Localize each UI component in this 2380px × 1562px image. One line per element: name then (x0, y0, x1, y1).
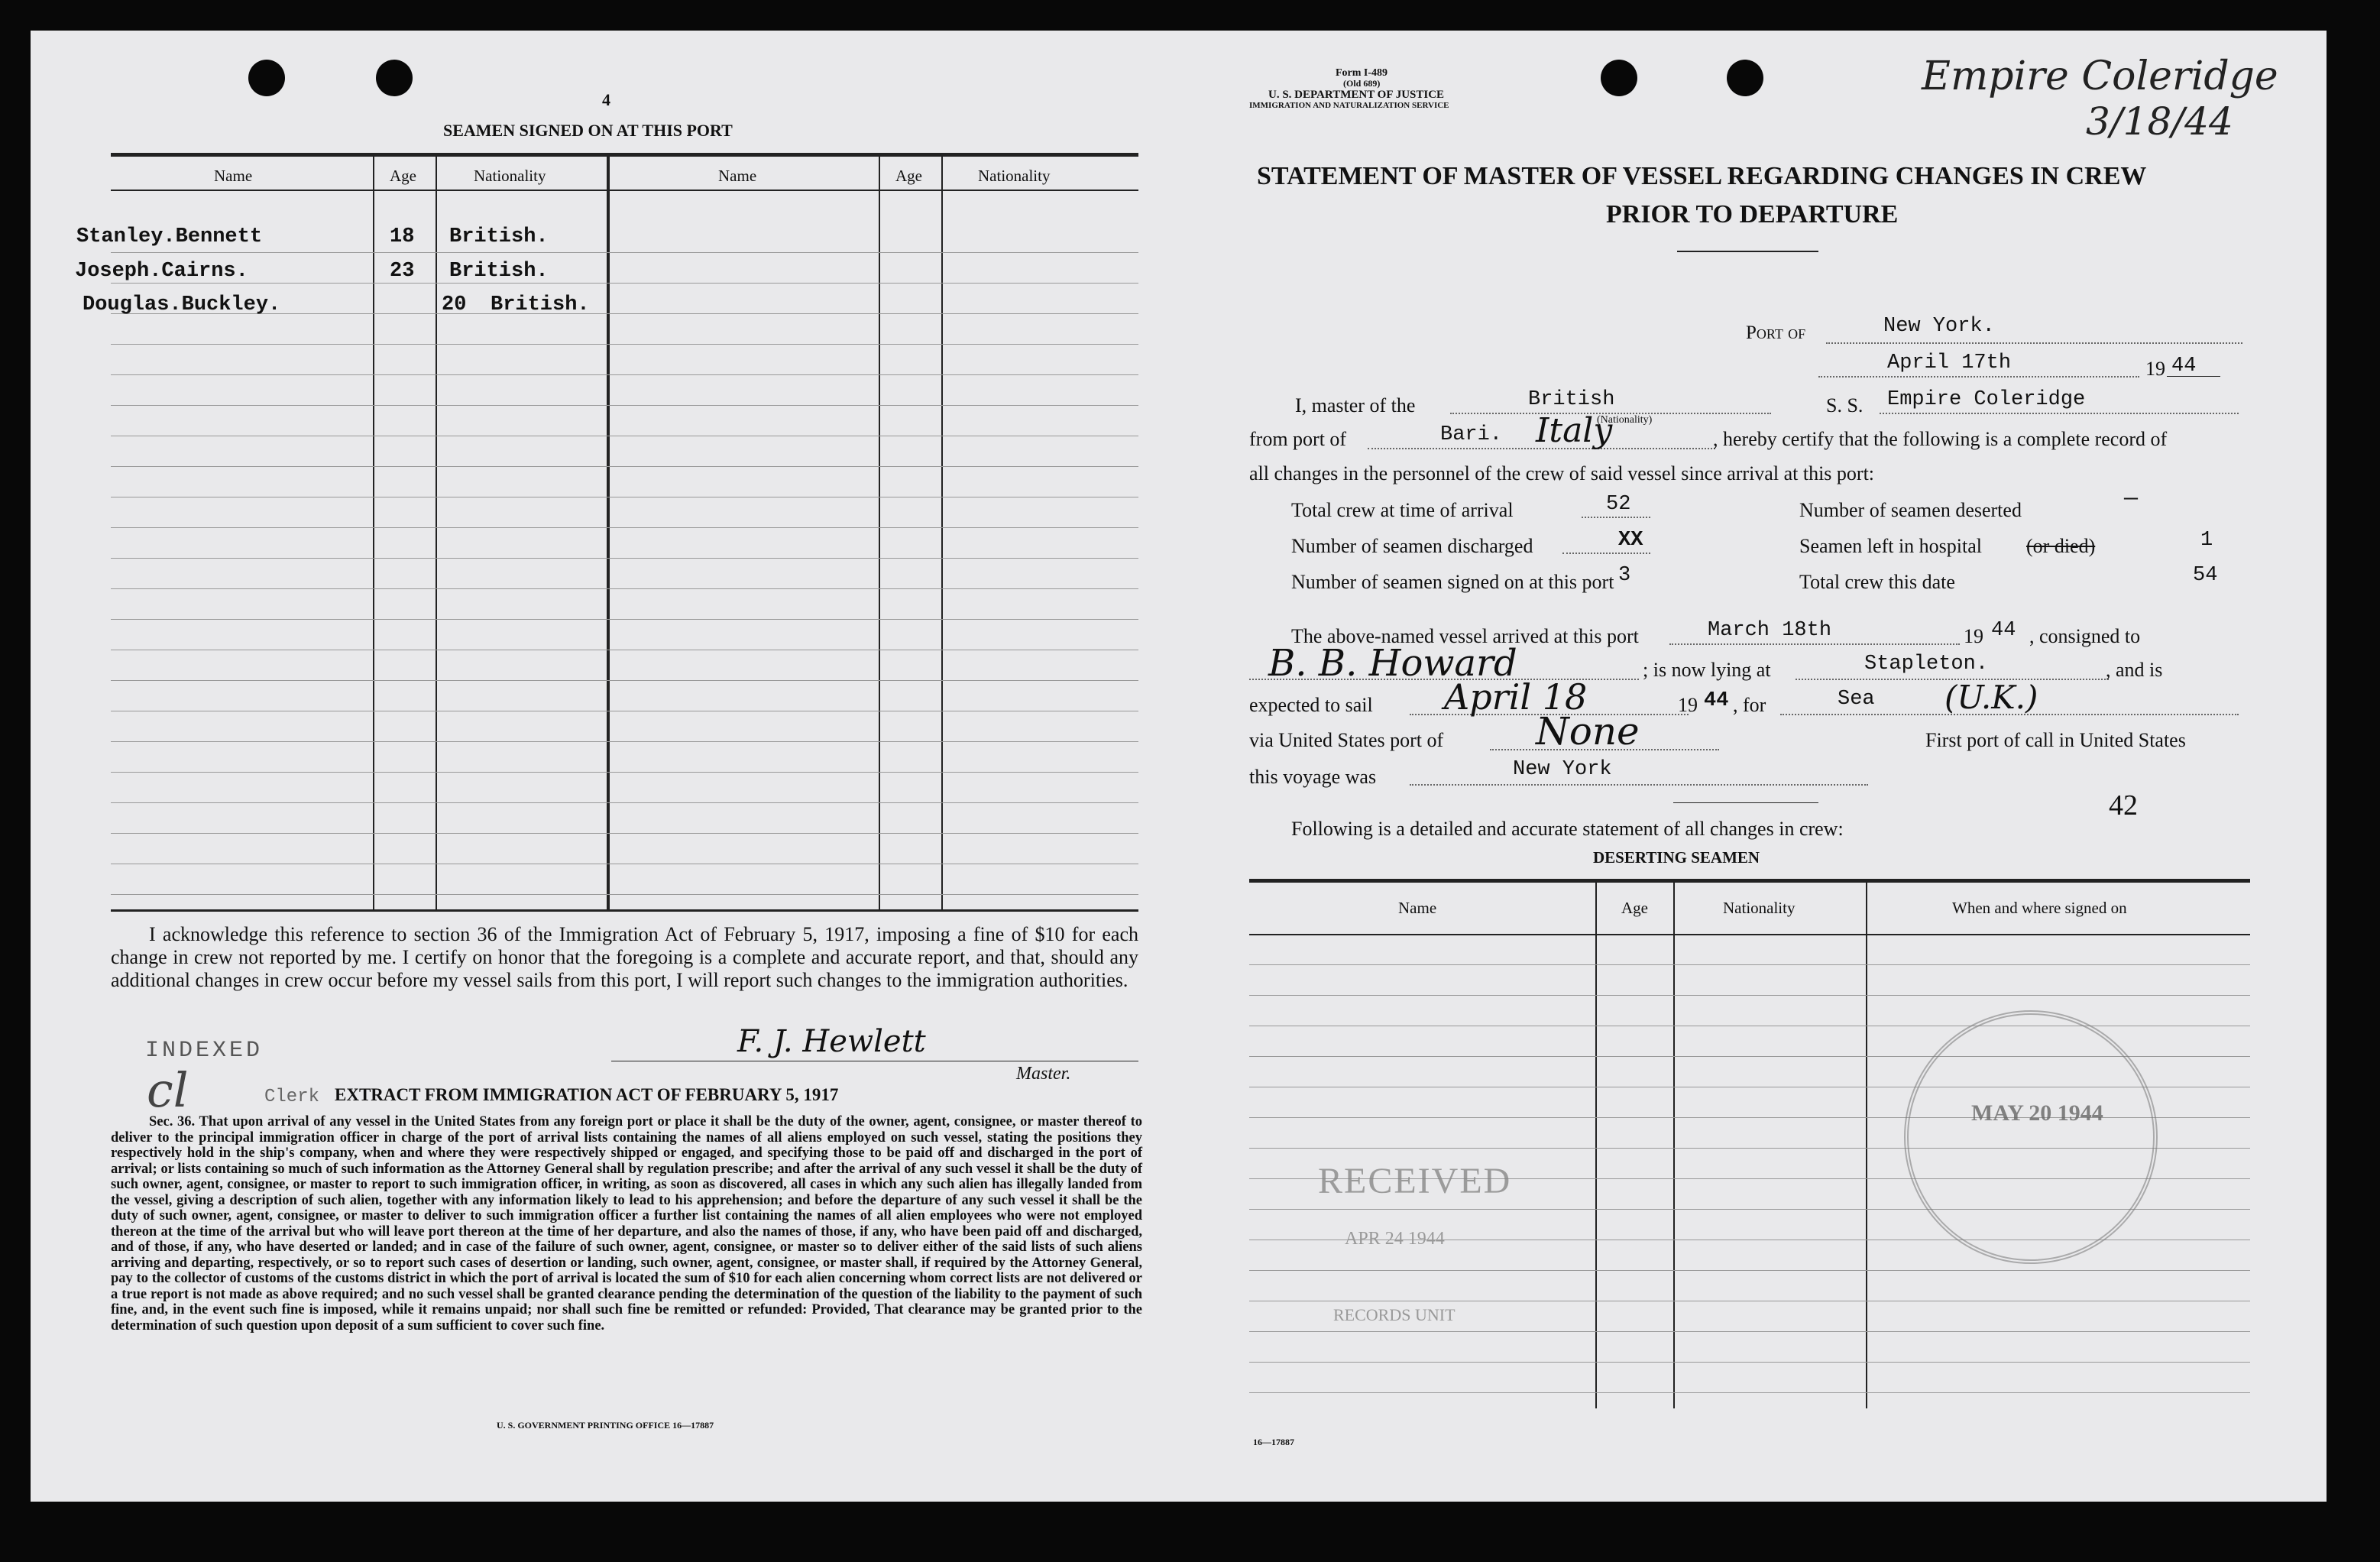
all-changes-text: all changes in the personnel of the crew of said vessel since arrival at this port: (1249, 462, 1875, 484)
year-prefix: 19 (2145, 358, 2165, 380)
circular-stamp-text: MAY 20 1944 (1971, 1100, 2103, 1126)
column-header: Nationality (474, 167, 546, 185)
arrived-date: March 18th (1708, 619, 1832, 642)
seaman-age: 20 (442, 293, 467, 316)
punch-hole (1601, 60, 1637, 96)
consigned-label: , consigned to (2029, 625, 2141, 647)
column-header: Nationality (978, 167, 1051, 185)
nationality-caption: (Nationality) (1597, 414, 1653, 426)
consignee: B. B. Howard (1268, 642, 1517, 685)
lying-at-label: ; is now lying at (1643, 659, 1771, 681)
service: IMMIGRATION AND NATURALIZATION SERVICE (1249, 101, 1449, 110)
column-header: Nationality (1723, 899, 1796, 917)
seaman-nationality: British. (449, 225, 549, 248)
column-header: Age (390, 167, 416, 185)
page-count: 42 (2109, 789, 2138, 822)
seaman-age: 23 (390, 260, 415, 283)
port-value: New York. (1883, 315, 1995, 338)
via-value: None (1536, 709, 1640, 753)
column-header: Age (895, 167, 922, 185)
master-certification: I acknowledge this reference to section 36 of the Immigration Act of February 5, 1917, imposing a fine of $10 for each change in crew not reported by me. I certify on honor that the foregoing is a complete and accurate report, and that, should any additional changes in crew occur before my vessel sails from this port, I will report such changes to the immigration authorities. (111, 923, 1138, 991)
seaman-name: Joseph.Cairns. (75, 260, 248, 283)
year-prefix: 19 (1964, 625, 1983, 647)
clerk-initials: cl (147, 1062, 189, 1118)
from-port-value: Bari. (1440, 423, 1503, 446)
seaman-name: Stanley.Bennett (76, 225, 263, 248)
master-of-label: I, master of the (1295, 394, 1416, 416)
printer-line: U. S. GOVERNMENT PRINTING OFFICE 16—17887 (497, 1420, 714, 1431)
expected-year: 44 (1704, 689, 1729, 712)
and-is-label: , and is (2106, 659, 2163, 681)
voyage-label: this voyage was (1249, 766, 1377, 788)
department: U. S. DEPARTMENT OF JUSTICE (1268, 89, 1445, 101)
expected-date: April 18 (1444, 676, 1588, 718)
ship-name: Empire Coleridge (1887, 388, 2086, 411)
page-title: STATEMENT OF MASTER OF VESSEL REGARDING CHANGES IN CREW (1257, 162, 2147, 190)
received-date: APR 24 1944 (1345, 1229, 1445, 1249)
following-text: Following is a detailed and accurate statement of all changes in crew: (1291, 818, 1844, 840)
stat-value: 54 (2193, 564, 2218, 587)
arrived-label: The above-named vessel arrived at this port (1291, 625, 1639, 647)
stat-value: XX (1618, 529, 1643, 552)
clerk-label: Clerk (264, 1087, 320, 1107)
for-handwritten: (U.K.) (1944, 679, 2038, 716)
footer-code: 16—17887 (1253, 1437, 1294, 1447)
from-port-label: from port of (1249, 428, 1347, 450)
voyage-value: New York (1513, 758, 1612, 781)
stat-value: 3 (1618, 564, 1631, 587)
arrived-year: 44 (1991, 619, 2016, 642)
seaman-name: Douglas.Buckley. (83, 293, 281, 316)
seaman-nationality: British. (449, 260, 549, 283)
ss-label: S. S. (1826, 394, 1864, 416)
stat-label-struck: (or died) (2026, 535, 2096, 557)
first-port-label: First port of call in United States (1925, 729, 2186, 751)
form-id: Form I-489 (1336, 67, 1388, 79)
statement-year: 44 (2171, 355, 2197, 378)
handwritten-vessel: Empire Coleridge (1922, 53, 2278, 99)
punch-hole (1727, 60, 1763, 96)
handwritten-date: 3/18/44 (2086, 99, 2233, 144)
seaman-age: 18 (390, 225, 415, 248)
seaman-nationality: British. (491, 293, 590, 316)
page-number: 4 (602, 90, 610, 109)
extract-title: EXTRACT FROM IMMIGRATION ACT OF FEBRUARY 5, 1917 (335, 1085, 839, 1104)
stat-label: Total crew at time of arrival (1291, 499, 1514, 521)
deserting-title: DESERTING SEAMEN (1593, 848, 1760, 867)
punch-hole (376, 60, 413, 96)
extract-text: Sec. 36. That upon arrival of any vessel in the United States from any foreign port or place it shall be the duty of the owner, agent, consignee, or master thereof to deliver to the principal immigration officer in charge of the port of arrival lists containing the names of all aliens employed on such vessel, stating the positions they respectively hold in the ship's company, when and where they were respectively shipped or engaged, and specifying those to be paid off and discharged in the port of arrival; or lists containing so much of such information as the Attorney General shall by regulation prescribe; and after the arrival of any such vessel it shall be the duty of such owner, agent, consignee, or master to report to such immigration officer, in writing, as soon as discovered, all cases in which any such alien has illegally landed from the vessel, giving a description of such alien, together with any information likely to lead to his apprehension; and before the departure of any such vessel it shall be the duty of such owner, agent, consignee, or master to deliver to such immigration officer a further list containing the names of all alien employees who were not employed thereon at the time of the arrival but who will leave port thereon at the time of her departure, and also the names of those, if any, who have been paid off and discharged, and of those, if any, who have deserted or landed; and in case of the failure of such owner, agent, consignee, or master so to deliver either of the said lists of such aliens arriving and departing, respectively, or so to report such cases of desertion or landing, such owner, agent, consignee, or master shall, if required by the Attorney General, pay to the collector of customs of the customs district in which the port of arrival is located the sum of $10 for each alien concerning whom correct lists are not delivered or a true report is not made as above required; and no such vessel shall be granted clearance pending the determination of the question of the liability to the payment of such fine, and, in the event such fine is imposed, while it remains unpaid; nor shall such fine be remitted or refunded: Provided, That clearance may be granted prior to the determination of such question upon deposit of a sum sufficient to cover such fine. (111, 1114, 1142, 1334)
stat-label: Number of seamen signed on at this port (1291, 571, 1614, 593)
section-title: SEAMEN SIGNED ON AT THIS PORT (443, 121, 733, 140)
column-header: When and where signed on (1952, 899, 2127, 917)
from-port-handwritten: Italy (1536, 411, 1613, 450)
stat-label: Seamen left in hospital (1799, 535, 1983, 557)
indexed-stamp: INDEXED (145, 1038, 264, 1064)
circular-stamp (1904, 1010, 2158, 1264)
port-label: Port of (1746, 322, 1806, 343)
lying-at-value: Stapleton. (1864, 653, 1989, 676)
stat-label: Number of seamen deserted (1799, 499, 2022, 521)
certify-text: , hereby certify that the following is a complete record of (1713, 428, 2168, 450)
stat-label: Total crew this date (1799, 571, 1955, 593)
via-label: via United States port of (1249, 729, 1444, 751)
column-header: Name (214, 167, 253, 185)
right-page (1169, 31, 2327, 1502)
received-unit: RECORDS UNIT (1333, 1305, 1456, 1324)
column-header: Name (1398, 899, 1437, 917)
stat-value: 52 (1606, 493, 1631, 516)
stat-label: Number of seamen discharged (1291, 535, 1533, 557)
stat-value: — (2124, 486, 2139, 512)
master-label: Master. (1016, 1064, 1071, 1084)
statement-date: April 17th (1887, 352, 2012, 374)
left-page (31, 31, 1169, 1502)
nationality-value: British (1528, 388, 1615, 411)
master-signature: F. J. Hewlett (737, 1024, 926, 1059)
column-header: Age (1621, 899, 1648, 917)
for-value: Sea (1838, 688, 1875, 711)
stat-value: 1 (2200, 529, 2213, 552)
punch-hole (248, 60, 285, 96)
for-label: , for (1733, 694, 1766, 716)
received-stamp: RECEIVED (1318, 1161, 1512, 1201)
page-subtitle: PRIOR TO DEPARTURE (1606, 200, 1899, 228)
form-old: (Old 689) (1343, 78, 1381, 89)
column-header: Name (718, 167, 757, 185)
expected-label: expected to sail (1249, 694, 1373, 716)
year-prefix: 19 (1678, 694, 1698, 716)
